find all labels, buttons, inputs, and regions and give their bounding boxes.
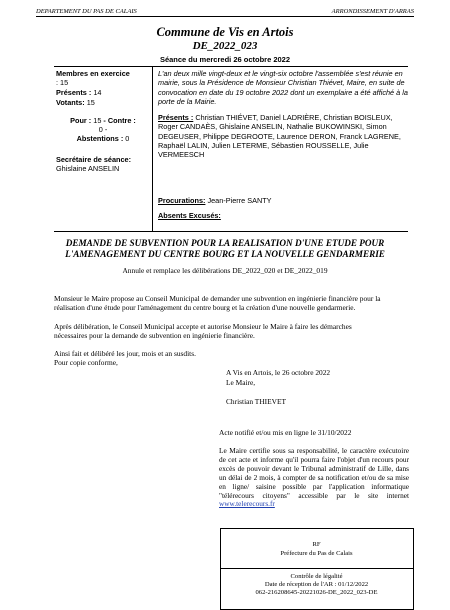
stamp-controle: Contrôle de légalité: [290, 573, 343, 580]
members-pour-label: Pour :: [70, 116, 92, 125]
notification-line: Acte notifié et/ou mis en ligne le 31/10/2022: [219, 428, 352, 437]
procurations-label: Procurations:: [158, 196, 206, 205]
deliberation-title: [40, 238, 410, 260]
session-intro: L'an deux mille vingt-deux et le vingt-six octobre l'assemblée s'est réunie en mairie, sous la Présidence de Monsieur Christian Thiévet, Maire, en suite de convocation en date du 19 octobre 2022 dont un exemplaire a été affiché à la porte de la Mairie.: [158, 69, 408, 106]
prefecture-stamp-divider: [220, 568, 413, 569]
members-abstentions-value: 0: [125, 134, 130, 144]
stamp-act-id: 062-216208645-20221026-DE_2022_023-DE: [255, 589, 378, 596]
presents-list: Christian THIÉVET, Daniel LADRIÈRE, Christian BOISLEUX, Roger CANDAÈS, Ghislaine ANSELIN, Nathalie BUKOWINSKI, Simon DEGEUSER, Philippe DEGROOTE, Laurence DERON, Franck LAGRENE, Raphaël LALIN, Julien LETERME, Sébastien ROUSSELLE, Julie VERMEESCH: [158, 113, 401, 160]
signature-place-date: A Vis en Artois, le 26 octobre 2022: [226, 368, 331, 377]
header-department: DEPARTEMENT DU PAS DE CALAIS: [36, 8, 137, 15]
procurations-value: Jean-Pierre SANTY: [207, 196, 272, 205]
commune-title: Commune de Vis en Artois: [156, 25, 294, 39]
certification-text: [219, 447, 409, 509]
deliberation-title-line1: DEMANDE DE SUBVENTION POUR LA REALISATION D'UNE ETUDE POUR: [65, 238, 385, 248]
presents-block: [158, 113, 408, 159]
stamp-rf: RF: [312, 541, 321, 548]
certification-body: Le Maire certifie sous sa responsabilité, le caractère exécutoire de cet acte et informe qu'il pourra faire l'objet d'un recours pour excès de pouvoir devant le Tribunal administratif de Lille, dans un délai de 2 mois, à compter de sa notification et/ou de sa mise en ligne/ saisine possible par l'application informatique "télérecours citoyens" accessible par le site internet: [219, 446, 409, 500]
members-table-divider: [152, 66, 153, 231]
members-exercice-label: Membres en exercice: [56, 69, 130, 78]
absents-block: [158, 211, 408, 220]
members-exercice: [56, 69, 150, 87]
annule-note: Annule et remplace les délibérations DE_2022_020 et DE_2022_019: [122, 266, 328, 275]
decision-paragraph: Après délibération, le Conseil Municipal accepte et autorise Monsieur le Maire à faire les démarches nécessaires pour la demande de subvention en ingénierie financière.: [54, 322, 352, 341]
header-arrondissement: ARRONDISSEMENT D'ARRAS: [331, 8, 414, 15]
closing-line-1: Ainsi fait et délibéré les jour, mois et an susdits.: [54, 349, 196, 358]
telerecours-link[interactable]: www.telerecours.fr: [219, 499, 275, 509]
members-pour-value: 15: [93, 116, 102, 125]
members-presents: [56, 88, 150, 97]
stamp-reception-date: Date de réception de l'AR : 01/12/2022: [264, 581, 369, 588]
closing-block: [54, 349, 384, 367]
procurations-block: [158, 196, 408, 205]
presents-label: Présents :: [158, 113, 194, 122]
stamp-prefecture: Préfecture du Pas de Calais: [280, 550, 353, 557]
closing-line-2: Pour copie conforme,: [54, 358, 118, 368]
members-votants: [56, 98, 150, 107]
members-secretaire: [56, 155, 150, 173]
absents-label: Absents Excusés:: [158, 211, 221, 220]
members-presents-value: 14: [93, 88, 102, 97]
members-presents-label: Présents :: [56, 88, 92, 97]
members-contre-label: - Contre :: [103, 116, 136, 125]
members-abstentions-label: Abstentions :: [76, 134, 124, 144]
members-secretaire-label: Secrétaire de séance:: [56, 155, 132, 164]
members-votants-label: Votants:: [56, 98, 85, 107]
members-votants-value: 15: [86, 98, 95, 107]
signature-role: Le Maire,: [226, 378, 256, 387]
members-contre-value: 0 -: [98, 125, 108, 135]
signature-name: Christian THIEVET: [226, 397, 287, 406]
members-exercice-value: : 15: [56, 78, 69, 88]
members-vote: [56, 116, 150, 144]
proposal-paragraph: Monsieur le Maire propose au Conseil Municipal de demander une subvention en ingénierie financière pour la réalisation d'une étude pour l'aménagement du centre bourg et la création d'une nouvelle gendarmerie.: [54, 294, 381, 313]
deliberation-reference: DE_2022_023: [192, 40, 258, 52]
seance-date: Séance du mercredi 26 octobre 2022: [159, 55, 291, 64]
deliberation-title-line2: L'AMENAGEMENT DU CENTRE BOURG ET LA NOUVELLE GENDARMERIE: [65, 249, 385, 260]
members-secretaire-value: Ghislaine ANSELIN: [56, 164, 120, 174]
header-divider: [36, 16, 414, 17]
